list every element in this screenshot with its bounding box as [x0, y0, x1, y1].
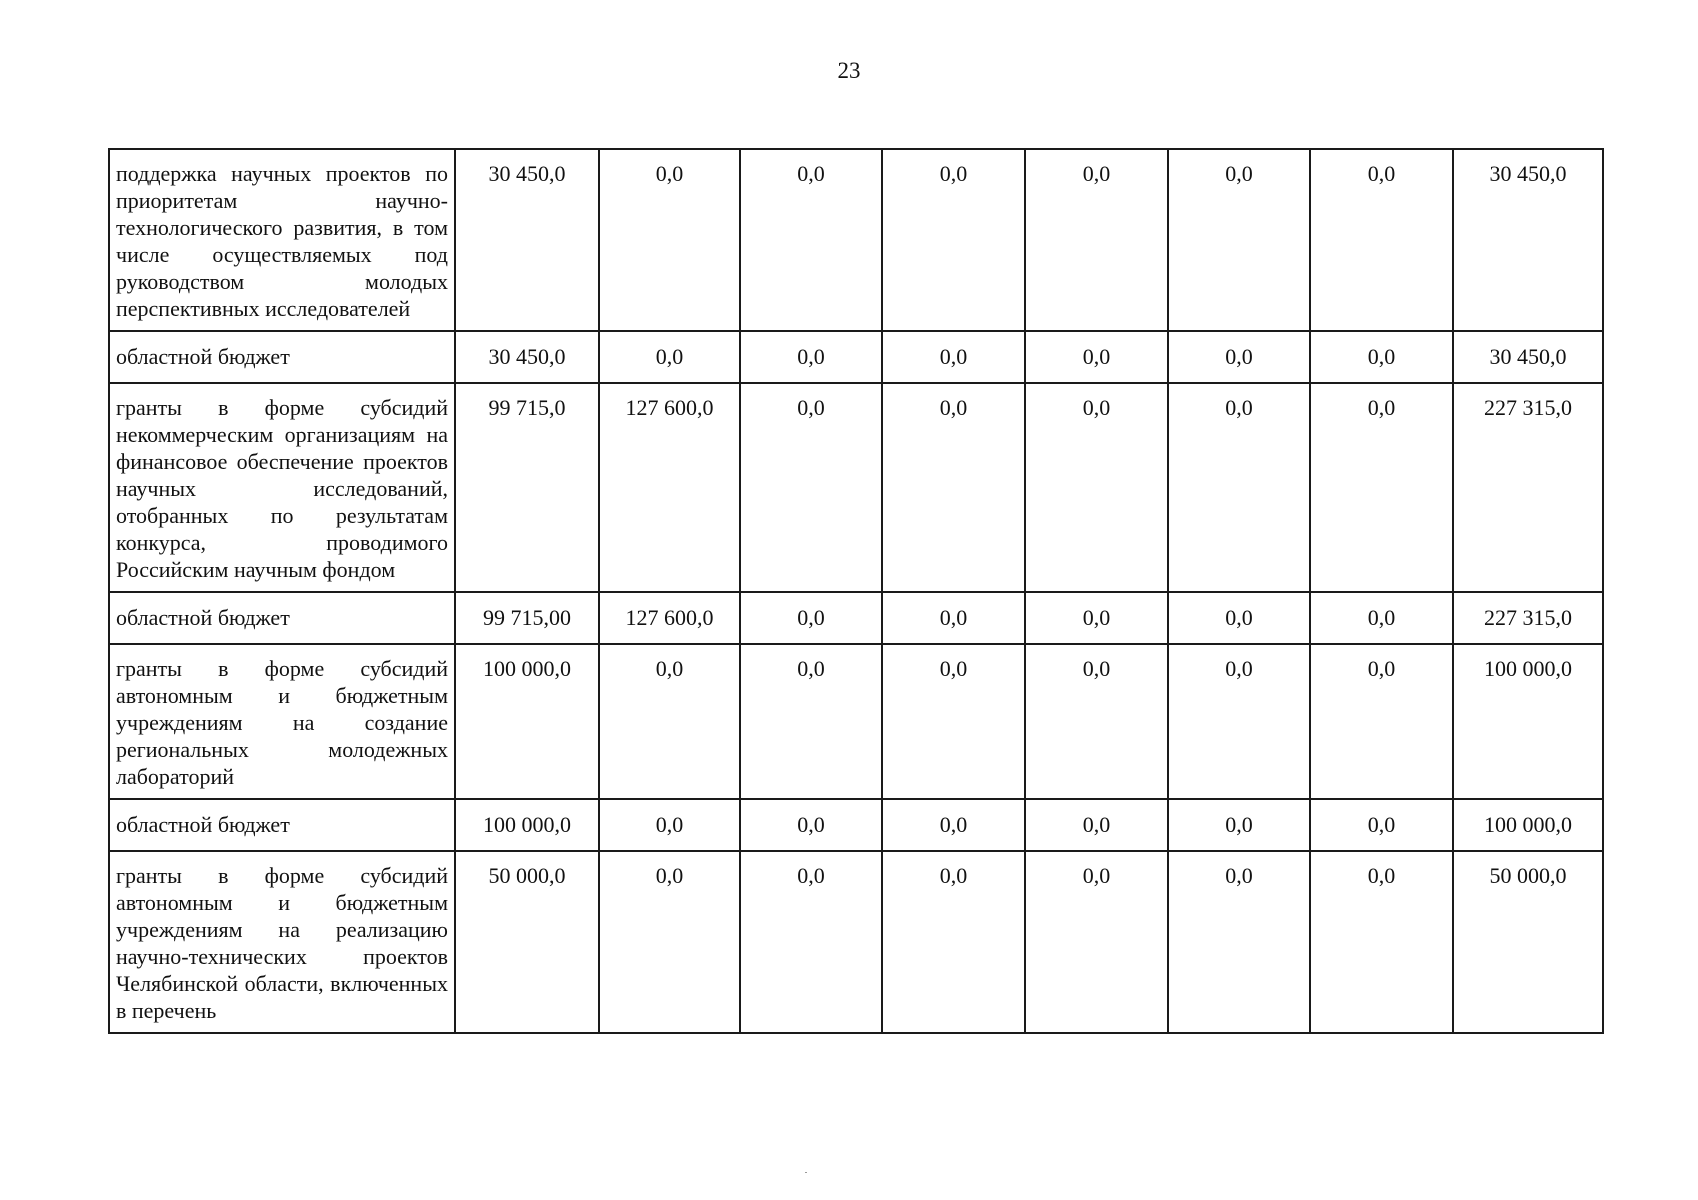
- row-label: областной бюджет: [109, 592, 455, 644]
- value-cell: 0,0: [1025, 592, 1168, 644]
- value-cell: 99 715,00: [455, 592, 599, 644]
- value-cell: 0,0: [1025, 331, 1168, 383]
- value-cell: 0,0: [1025, 799, 1168, 851]
- row-label: областной бюджет: [109, 799, 455, 851]
- row-total-cell: 100 000,0: [1453, 799, 1603, 851]
- value-cell: 0,0: [882, 383, 1025, 592]
- value-cell: 0,0: [882, 149, 1025, 331]
- value-cell: 0,0: [1310, 644, 1453, 799]
- value-cell: 0,0: [882, 331, 1025, 383]
- row-total-cell: 227 315,0: [1453, 383, 1603, 592]
- value-cell: 0,0: [599, 149, 740, 331]
- table-row-budget-source: [109, 331, 1603, 383]
- table-row-item: [109, 851, 1603, 1033]
- value-cell: 30 450,0: [455, 149, 599, 331]
- row-total-cell: 50 000,0: [1453, 851, 1603, 1033]
- budget-table: [108, 148, 1604, 1034]
- value-cell: 0,0: [740, 799, 882, 851]
- value-cell: 99 715,0: [455, 383, 599, 592]
- row-total-cell: 30 450,0: [1453, 149, 1603, 331]
- value-cell: 30 450,0: [455, 331, 599, 383]
- value-cell: 0,0: [882, 851, 1025, 1033]
- value-cell: 0,0: [1168, 799, 1310, 851]
- value-cell: 0,0: [740, 644, 882, 799]
- table-row-budget-source: [109, 799, 1603, 851]
- value-cell: 0,0: [1168, 383, 1310, 592]
- value-cell: 100 000,0: [455, 644, 599, 799]
- value-cell: 0,0: [1310, 592, 1453, 644]
- row-total-cell: 227 315,0: [1453, 592, 1603, 644]
- value-cell: 0,0: [1310, 383, 1453, 592]
- value-cell: 0,0: [1310, 331, 1453, 383]
- value-cell: 0,0: [1025, 851, 1168, 1033]
- value-cell: 0,0: [1025, 383, 1168, 592]
- value-cell: 0,0: [599, 644, 740, 799]
- value-cell: 0,0: [740, 331, 882, 383]
- value-cell: 0,0: [740, 149, 882, 331]
- value-cell: 0,0: [1310, 149, 1453, 331]
- row-total-cell: 30 450,0: [1453, 331, 1603, 383]
- row-label: областной бюджет: [109, 331, 455, 383]
- value-cell: 0,0: [1168, 331, 1310, 383]
- value-cell: 0,0: [740, 592, 882, 644]
- value-cell: 0,0: [882, 799, 1025, 851]
- table-row-item: [109, 149, 1603, 331]
- page-number: 23: [837, 58, 861, 83]
- row-total-cell: 100 000,0: [1453, 644, 1603, 799]
- value-cell: 100 000,0: [455, 799, 599, 851]
- value-cell: 0,0: [740, 383, 882, 592]
- value-cell: 0,0: [1025, 644, 1168, 799]
- value-cell: 0,0: [599, 851, 740, 1033]
- table-body: [109, 149, 1603, 1033]
- value-cell: 0,0: [1310, 799, 1453, 851]
- value-cell: 0,0: [1168, 644, 1310, 799]
- value-cell: 0,0: [1025, 149, 1168, 331]
- value-cell: 0,0: [882, 592, 1025, 644]
- value-cell: 0,0: [740, 851, 882, 1033]
- value-cell: 0,0: [882, 644, 1025, 799]
- value-cell: 50 000,0: [455, 851, 599, 1033]
- value-cell: 0,0: [599, 331, 740, 383]
- row-label: гранты в форме субсидий автономным и бюджетным учреждениям на создание региональных молодежных лабораторий: [109, 644, 455, 799]
- table-row-budget-source: [109, 592, 1603, 644]
- value-cell: 127 600,0: [599, 383, 740, 592]
- value-cell: 0,0: [1168, 592, 1310, 644]
- row-label: гранты в форме субсидий некоммерческим организациям на финансовое обеспечение проектов научных исследований, отобранных по результатам конкурса, проводимого Российским научным фондом: [109, 383, 455, 592]
- table-row-item: [109, 383, 1603, 592]
- table-row-item: [109, 644, 1603, 799]
- row-label: поддержка научных проектов по приоритетам научно-технологического развития, в том числе осуществляемых под руководством молодых перспективных исследователей: [109, 149, 455, 331]
- value-cell: 0,0: [1168, 149, 1310, 331]
- scan-speck: [805, 1172, 807, 1173]
- value-cell: 127 600,0: [599, 592, 740, 644]
- value-cell: 0,0: [1310, 851, 1453, 1033]
- value-cell: 0,0: [599, 799, 740, 851]
- value-cell: 0,0: [1168, 851, 1310, 1033]
- row-label: гранты в форме субсидий автономным и бюджетным учреждениям на реализацию научно-технических проектов Челябинской области, включенных в перечень: [109, 851, 455, 1033]
